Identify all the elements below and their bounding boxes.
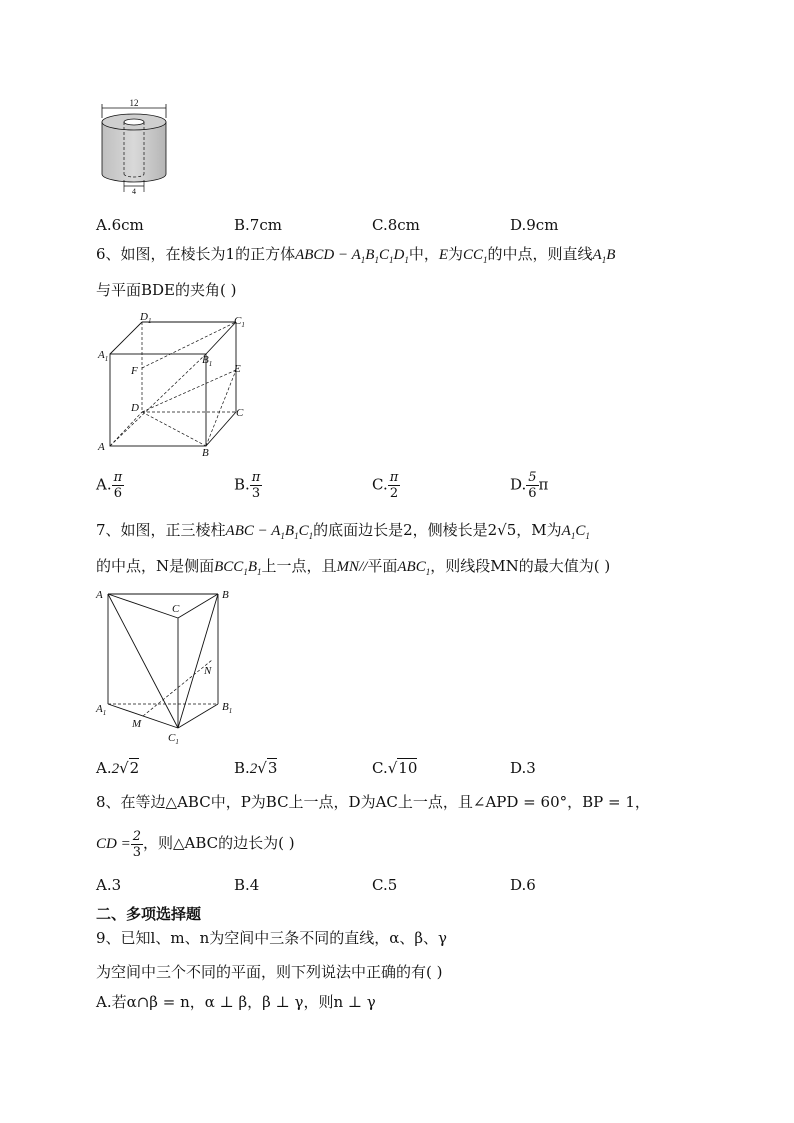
q8-option-a: A.3 [96,876,122,894]
dim-bottom-label: 4 [132,187,136,196]
q8-option-d: D.6 [510,876,536,894]
prism-label-c: C [172,603,180,615]
prism-label-b: B [222,589,229,601]
q6-option-b: B. $\frac{\pi}{3}$ [234,470,261,501]
cube-label-c: C [236,407,244,419]
section-heading-multiple-choice: 二、多项选择题 [96,905,202,923]
cube-label-c1: $C_1$ [234,315,245,329]
q8-stem-line2: CD = $\frac{2}{3}$ ，则△ABC的边长为( ) [96,828,295,860]
cube-label-e: E [234,363,241,375]
prism-label-n: N [204,665,212,677]
cube-label-a: A [98,441,105,453]
prism-figure [94,584,244,748]
cube-label-d1: $D_1$ [140,311,152,325]
q6-stem-line1: 6、如图，在棱长为1的正方体ABCD − $A_1B_1C_1D_1$中，E为$CC_1$的中点，则直线$A_1B$ [96,245,616,265]
cube-figure [96,308,256,460]
q8-option-c: C.5 [372,876,398,894]
prism-label-b1: $B_1$ [222,701,233,715]
q9-stem-line1: 9、已知l、m、n为空间中三条不同的直线，α、β、γ [96,929,447,947]
q7-stem-line2: 的中点，N是侧面$BCC_1B_1$上一点，且MN//平面$ABC_1$，则线段MN的最大值为( ) [96,557,611,577]
q7-stem-line1: 7、如图，正三棱柱ABC − $A_1B_1C_1$的底面边长是2，侧棱长是2√5，M为$A_1C_1$ [96,521,590,541]
q8-stem-line1: 8、在等边△ABC中，P为BC上一点，D为AC上一点，且∠APD = 60°，BP = 1， [96,793,650,811]
q7-option-a: A.2√2 [96,759,140,777]
q6-option-d: D. $\frac{5}{6}$ π [510,470,549,501]
prism-label-a: A [96,589,103,601]
cube-label-b1: $B_1$ [202,354,213,368]
dim-top-label: 12 [129,98,139,108]
q6-stem-line2: 与平面BDE的夹角( ) [96,281,237,299]
prism-label-m: M [132,718,142,730]
q7-option-c: C.√10 [372,759,418,777]
prism-label-c1: $C_1$ [168,732,179,746]
q5-option-c: C.8cm [372,216,420,234]
cube-label-b: B [202,447,209,459]
prism-label-a1: $A_1$ [96,703,107,717]
cube-label-d: D [131,402,139,414]
q6-option-a: A. $\frac{\pi}{6}$ [96,470,123,501]
q5-option-d: D.9cm [510,216,559,234]
cylinder-figure [96,96,172,196]
cube-label-a1: $A_1$ [98,349,109,363]
q7-option-d: D.3 [510,759,536,777]
q6-option-c: C. $\frac{\pi}{2}$ [372,470,399,501]
q9-option-a: A.若α∩β = n，α ⊥ β，β ⊥ γ，则n ⊥ γ [96,993,376,1011]
q7-option-b: B.2√3 [234,759,278,777]
q9-stem-line2: 为空间中三个不同的平面，则下列说法中正确的有( ) [96,963,443,981]
q5-option-b: B.7cm [234,216,282,234]
cube-label-f: F [131,365,138,377]
q8-option-b: B.4 [234,876,260,894]
q5-option-a: A.6cm [96,216,144,234]
